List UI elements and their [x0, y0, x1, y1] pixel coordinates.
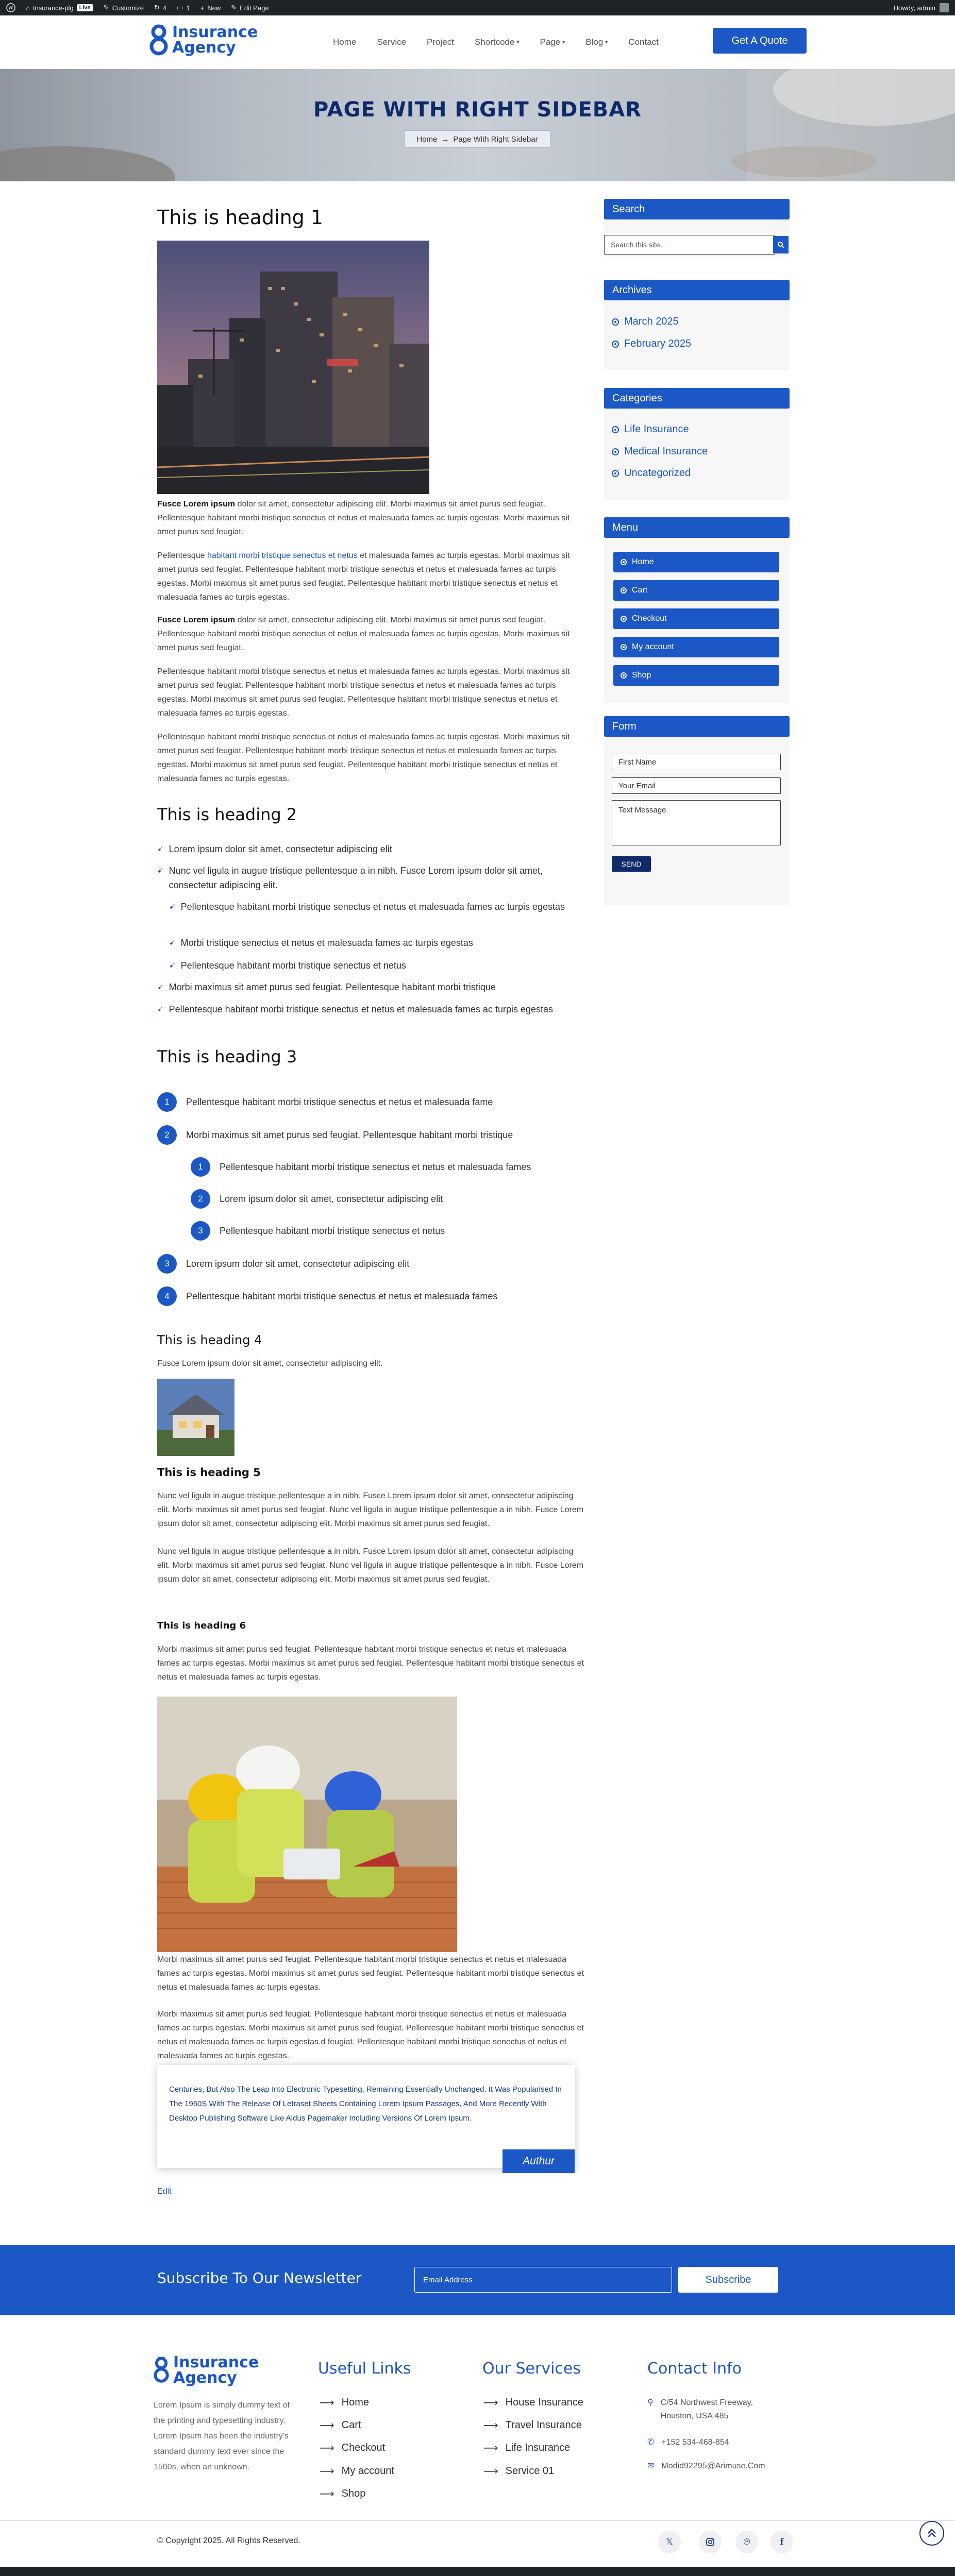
category-link[interactable]: Life Insurance	[612, 423, 689, 435]
circle-dot-icon	[612, 318, 619, 326]
heading-4: This is heading 4	[157, 1333, 262, 1347]
comment-icon: ▭	[177, 4, 183, 11]
send-button[interactable]: SEND	[612, 856, 651, 872]
logo-text-line1: Insurance	[172, 23, 258, 41]
heading-2: This is heading 2	[157, 805, 297, 824]
phone-icon: ✆	[647, 2438, 655, 2447]
paragraph-1: Fusce Lorem ipsum dolor sit amet, consectetur adipiscing elit. Morbi maximus sit amet purus sed feugiat. Pellentesque habitant morbi tristique senectus et netus et malesuada fames ac turpis egestas. Morbi maximus sit amet purus sed feugiat.	[157, 500, 570, 536]
paragraph-11: Morbi maximus sit amet purus sed feugiat. Pellentesque habitant morbi tristique senectus et netus et malesuada fames ac turpis egestas. Morbi maximus sit amet purus sed feugiat. Pellentesque habitant morbi tristique senectus et netus et malesuada fames ac turpis egestas.d feugiat. Pellentesque habitant morbi tristique senectus et netus et malesuada fames ac turpis egestas.	[157, 2010, 584, 2060]
logo-icon	[154, 2354, 169, 2386]
breadcrumb-home-link[interactable]: Home	[416, 134, 438, 144]
nav-service[interactable]: Service	[377, 37, 407, 47]
workers-image	[157, 1697, 457, 1952]
site-logo[interactable]	[149, 24, 258, 57]
avatar	[940, 3, 949, 12]
list-item: 1 Pellentesque habitant morbi tristique senectus et netus et malesuada fames	[191, 1157, 531, 1177]
footer-link-my-account[interactable]: ⟶ My account	[320, 2465, 394, 2477]
archive-link[interactable]: February 2025	[612, 338, 691, 350]
quote-author: Authur	[502, 2149, 575, 2173]
brush-icon: ✎	[103, 4, 109, 11]
admin-comments-link[interactable]: ▭ 1	[177, 4, 190, 12]
list-item: 1 Pellentesque habitant morbi tristique senectus et netus et malesuada fame	[157, 1092, 493, 1112]
nav-contact[interactable]: Contact	[628, 37, 659, 47]
footer-useful-title: Useful Links	[318, 2360, 411, 2378]
heading-5: This is heading 5	[157, 1466, 261, 1479]
paragraph-8: Nunc vel ligula in augue tristique pellentesque a in nibh. Fusce Lorem ipsum dolor sit amet, consectetur adipiscing elit. Morbi maximus sit amet purus sed feugiat. Nunc vel ligula in augue tristique pellentesque a in nibh. Fusce Lorem ipsum dolor sit amet, consectetur adipiscing elit. Morbi maximus sit amet purus sed feugiat.	[157, 1547, 584, 1584]
get-a-quote-button[interactable]: Get A Quote	[713, 28, 807, 54]
footer-divider	[0, 2520, 955, 2521]
footer-service-link[interactable]: ⟶ House Insurance	[483, 2397, 583, 2409]
search-button[interactable]	[773, 236, 789, 253]
footer-service-link[interactable]: ⟶ Life Insurance	[483, 2442, 571, 2454]
footer-logo[interactable]	[154, 2354, 259, 2386]
mail-icon: ✉	[647, 2462, 655, 2470]
widget-title-archives: Archives	[604, 280, 790, 300]
footer-contact-title: Contact Info	[647, 2360, 742, 2378]
x-twitter-icon[interactable]: 𝕏	[658, 2531, 681, 2553]
logo-text-line1: Insurance	[173, 2353, 259, 2371]
edit-link[interactable]: Edit	[157, 2187, 172, 2196]
inline-link[interactable]: habitant morbi tristique senectus et netus	[207, 551, 358, 560]
list-item: ➹ Pellentesque habitant morbi tristique senectus et netus et malesuada fames ac turpis egestas	[169, 900, 585, 914]
footer-about: Lorem Ipsum is simply dummy text of the printing and typesetting industry. Lorem Ipsum has been the industry's standard dummy text ever since the 1500s, when an unknown.	[154, 2401, 290, 2471]
nav-page[interactable]: Page ▾	[540, 37, 565, 47]
list-item: ➹ Lorem ipsum dolor sit amet, consectetur adipiscing elit	[157, 842, 585, 856]
email-field[interactable]: Your Email	[612, 777, 781, 794]
menu-item-my-account[interactable]: My account	[613, 637, 779, 657]
wordpress-logo-icon[interactable]	[6, 3, 15, 12]
archive-link[interactable]: March 2025	[612, 316, 679, 328]
footer-link-cart[interactable]: ⟶ Cart	[320, 2419, 361, 2431]
newsletter-email-input[interactable]: Email Address	[414, 2267, 672, 2293]
admin-bar	[0, 0, 955, 15]
city-image	[157, 241, 429, 494]
menu-item-home[interactable]: Home	[613, 552, 779, 572]
main-nav	[333, 15, 659, 69]
breadcrumb-current: Page With Right Sidebar	[453, 134, 538, 144]
nav-project[interactable]: Project	[427, 37, 454, 47]
category-link[interactable]: Uncategorized	[612, 467, 691, 479]
circle-dot-icon	[621, 644, 627, 650]
arrow-right-icon: ⟶	[483, 2397, 498, 2409]
widget-title-menu: Menu	[604, 517, 790, 538]
list-item: 2 Morbi maximus sit amet purus sed feugiat. Pellentesque habitant morbi tristique	[157, 1125, 513, 1145]
paragraph-9: Morbi maximus sit amet purus sed feugiat. Pellentesque habitant morbi tristique senectus et netus et malesuada fames ac turpis egestas. Morbi maximus sit amet purus sed feugiat. Pellentesque habitant morbi tristique senectus et netus et malesuada fames ac turpis egestas.	[157, 1645, 584, 1682]
list-item: 4 Pellentesque habitant morbi tristique senectus et netus et malesuada fames	[157, 1286, 497, 1306]
instagram-icon[interactable]	[699, 2531, 722, 2553]
list-item: ➹ Morbi tristique senectus et netus et malesuada fames ac turpis egestas	[169, 936, 585, 950]
paragraph-2: Pellentesque habitant morbi tristique senectus et netus et malesuada fames ac turpis egestas. Morbi maximus sit amet purus sed feugiat. Pellentesque habitant morbi tristique senectus et netus et malesuada fames ac turpis egestas. Morbi maximus sit amet purus sed feugiat. Pellentesque habitant morbi tristique senectus et netus et malesuada fames ac turpis egestas.	[157, 551, 570, 602]
category-link[interactable]: Medical Insurance	[612, 446, 708, 457]
admin-customize-link[interactable]: ✎ Customize	[103, 4, 144, 12]
footer-service-link[interactable]: ⟶ Service 01	[483, 2465, 555, 2477]
circle-dot-icon	[621, 587, 627, 594]
pin-icon: ➹	[157, 982, 164, 991]
facebook-icon[interactable]: f	[770, 2531, 793, 2553]
logo-icon	[149, 24, 168, 57]
newsletter-title: Subscribe To Our Newsletter	[157, 2269, 362, 2286]
live-badge: Live	[77, 4, 93, 11]
footer-phone[interactable]: ✆ +152 534-468-854	[647, 2436, 729, 2449]
bottom-bar	[0, 2567, 955, 2576]
list-item: 2 Lorem ipsum dolor sit amet, consectetur adipiscing elit	[191, 1189, 443, 1209]
circle-dot-icon	[612, 470, 619, 477]
search-icon	[777, 241, 784, 248]
admin-updates-link[interactable]: ↻ 4	[154, 4, 167, 12]
heading-6: This is heading 6	[157, 1620, 246, 1631]
heading-3: This is heading 3	[157, 1047, 297, 1066]
footer-email[interactable]: ✉ Modid92295@Arimuse.Com	[647, 2460, 765, 2473]
pin-icon: ➹	[169, 938, 176, 947]
arrow-right-icon: ⟶	[483, 2420, 498, 2431]
house-image	[157, 1379, 234, 1456]
footer-services-title: Our Services	[482, 2360, 581, 2378]
logo-text-line2: Agency	[172, 39, 236, 57]
admin-edit-page-link[interactable]: ✎ Edit Page	[231, 4, 269, 12]
paragraph-6: Fusce Lorem ipsum dolor sit amet, consectetur adipiscing elit.	[157, 1359, 383, 1368]
paragraph-10: Morbi maximus sit amet purus sed feugiat. Pellentesque habitant morbi tristique senectus et netus et malesuada fames ac turpis egestas. Morbi maximus sit amet purus sed feugiat. Pellentesque habitant morbi tristique senectus et netus et malesuada fames ac turpis egestas.	[157, 1955, 584, 1992]
footer-link-shop[interactable]: ⟶ Shop	[320, 2488, 366, 2500]
nav-home[interactable]: Home	[333, 37, 357, 47]
first-name-field[interactable]: First Name	[612, 754, 781, 770]
home-icon: ⌂	[26, 4, 30, 12]
widget-title-form: Form	[604, 716, 790, 737]
breadcrumb	[404, 130, 550, 148]
pin-icon: ➹	[157, 1005, 164, 1013]
subscribe-button[interactable]: Subscribe	[678, 2267, 778, 2293]
nav-shortcode[interactable]: Shortcode ▾	[474, 37, 520, 47]
chevron-down-icon: ▾	[562, 39, 565, 45]
logo-text-line2: Agency	[173, 2369, 237, 2387]
chevron-down-icon: ▾	[605, 39, 608, 45]
search-input[interactable]: Search this site...	[604, 235, 775, 255]
location-pin-icon: ⚲	[647, 2398, 654, 2407]
arrow-right-icon: ⟶	[483, 2466, 498, 2477]
footer-address: ⚲ C/54 Northwest Freeway, Houston, USA 485	[647, 2396, 781, 2423]
footer-link-home[interactable]: ⟶ Home	[320, 2397, 370, 2409]
footer-link-checkout[interactable]: ⟶ Checkout	[320, 2442, 386, 2454]
list-item: ➹ Pellentesque habitant morbi tristique senectus et netus	[169, 958, 585, 973]
pinterest-icon[interactable]: ℗	[735, 2531, 758, 2553]
footer-service-link[interactable]: ⟶ Travel Insurance	[483, 2419, 582, 2431]
arrow-right-icon: ⟶	[483, 2443, 498, 2454]
heading-1: This is heading 1	[157, 206, 324, 229]
paragraph-3: Fusce Lorem ipsum dolor sit amet, consectetur adipiscing elit. Morbi maximus sit amet purus sed feugiat. Pellentesque habitant morbi tristique senectus et netus et malesuada fames ac turpis egestas. Morbi maximus sit amet purus sed feugiat.	[157, 616, 570, 652]
quote-text: Centuries, But Also The Leap Into Electronic Typesetting, Remaining Essentially Unchanged. It Was Popularised In The 1960S With The Release Of Letraset Sheets Containing Lorem Ipsum Passages, And More Recently With Desktop Publishing Software Like Aldus Pagemaker Including Versions Of Lorem Ipsum.	[169, 2085, 562, 2123]
pin-icon: ➹	[157, 866, 164, 875]
back-to-top-button[interactable]	[919, 2521, 944, 2546]
widget-title-search: Search	[604, 199, 790, 219]
circle-dot-icon	[621, 616, 627, 622]
admin-account-menu[interactable]: Howdy, admin	[894, 3, 949, 12]
refresh-icon: ↻	[154, 4, 160, 11]
circle-dot-icon	[612, 448, 619, 455]
copyright: © Copyright 2025. All Rights Reserved.	[157, 2536, 300, 2545]
arrow-right-icon: ⟶	[320, 2443, 334, 2454]
arrow-right-icon: ⟶	[320, 2488, 334, 2500]
svg-text:W: W	[8, 5, 14, 11]
list-item: 3 Pellentesque habitant morbi tristique senectus et netus	[191, 1221, 445, 1241]
arrow-right-icon: ⟶	[320, 2420, 334, 2431]
pin-icon: ➹	[169, 902, 176, 911]
arrow-right-icon: →	[441, 134, 449, 144]
plus-icon: +	[200, 4, 205, 12]
pin-icon: ➹	[157, 844, 164, 853]
double-chevron-up-icon	[926, 2527, 938, 2539]
paragraph-4: Pellentesque habitant morbi tristique senectus et netus et malesuada fames ac turpis egestas. Morbi maximus sit amet purus sed feugiat. Pellentesque habitant morbi tristique senectus et netus et malesuada fames ac turpis egestas. Morbi maximus sit amet purus sed feugiat. Pellentesque habitant morbi tristique senectus et netus et malesuada fames ac turpis egestas.	[157, 667, 570, 718]
admin-site-link[interactable]: ⌂ Insurance-plg Live	[26, 4, 93, 12]
widget-title-categories: Categories	[604, 388, 790, 409]
list-item: ➹ Pellentesque habitant morbi tristique senectus et netus et malesuada fames ac turpis egestas	[157, 1002, 585, 1016]
list-item: ➹ Morbi maximus sit amet purus sed feugiat. Pellentesque habitant morbi tristique	[157, 980, 585, 994]
menu-item-checkout[interactable]: Checkout	[613, 608, 779, 629]
circle-dot-icon	[612, 426, 619, 433]
menu-item-shop[interactable]: Shop	[613, 665, 779, 686]
nav-blog[interactable]: Blog ▾	[585, 37, 608, 47]
page-title: PAGE WITH RIGHT SIDEBAR	[313, 98, 642, 122]
arrow-right-icon: ⟶	[320, 2397, 334, 2409]
list-item: 3 Lorem ipsum dolor sit amet, consectetur adipiscing elit	[157, 1254, 409, 1274]
chevron-down-icon: ▾	[516, 39, 520, 45]
paragraph-5: Pellentesque habitant morbi tristique senectus et netus et malesuada fames ac turpis egestas. Morbi maximus sit amet purus sed feugiat. Pellentesque habitant morbi tristique senectus et netus et malesuada fames ac turpis egestas. Morbi maximus sit amet purus sed feugiat. Pellentesque habitant morbi tristique senectus et netus et malesuada fames ac turpis egestas.	[157, 733, 570, 783]
message-field[interactable]: Text Message	[612, 800, 781, 845]
circle-dot-icon	[612, 341, 619, 348]
circle-dot-icon	[621, 672, 627, 679]
list-item: ➹ Nunc vel ligula in augue tristique pellentesque a in nibh. Fusce Lorem ipsum dolor sit amet, consectetur adipiscing elit.	[157, 863, 585, 892]
page-hero	[0, 69, 955, 181]
admin-new-link[interactable]: + New	[200, 4, 221, 12]
arrow-right-icon: ⟶	[320, 2466, 334, 2477]
paragraph-7: Nunc vel ligula in augue tristique pellentesque a in nibh. Fusce Lorem ipsum dolor sit amet, consectetur adipiscing elit. Morbi maximus sit amet purus sed feugiat. Nunc vel ligula in augue tristique pellentesque a in nibh. Fusce Lorem ipsum dolor sit amet, consectetur adipiscing elit. Morbi maximus sit amet purus sed feugiat.	[157, 1492, 584, 1528]
circle-dot-icon	[621, 559, 627, 565]
pencil-icon: ✎	[231, 4, 237, 11]
menu-item-cart[interactable]: Cart	[613, 580, 779, 601]
pin-icon: ➹	[169, 961, 176, 970]
